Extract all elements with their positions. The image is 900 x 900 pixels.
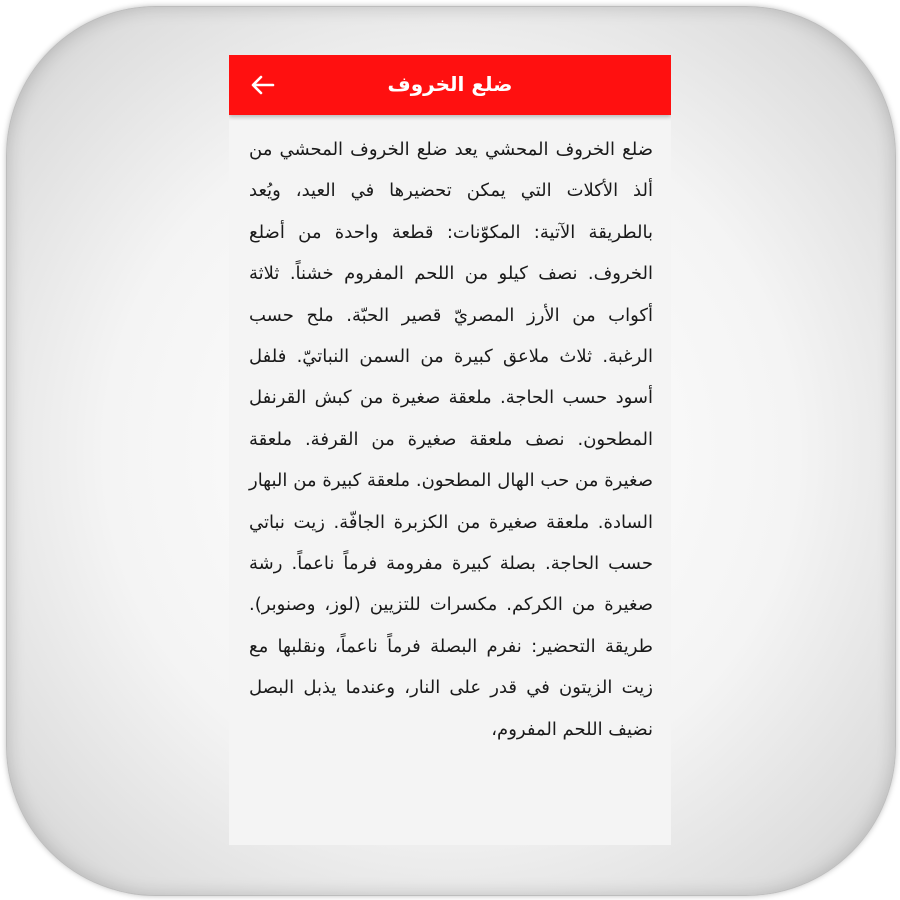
- arrow-left-icon: [247, 69, 279, 101]
- article-body: ضلع الخروف المحشي يعد ضلع الخروف المحشي من ألذ الأكلات التي يمكن تحضيرها في العيد، ويُعد بالطريقة الآتية: المكوّنات: قطعة واحدة من أضلع الخروف. نصف كيلو من اللحم المفروم خشناً. ثلاثة أكواب من الأرز المصريّ قصير الحبّة. ملح حسب الرغبة. ثلاث ملاعق كبيرة من السمن النباتيّ. فلفل أسود حسب الحاجة. ملعقة صغيرة من كبش القرنفل المطحون. نصف ملعقة صغيرة من القرفة. ملعقة صغيرة من حب الهال المطحون. ملعقة كبيرة من البهار السادة. ملعقة صغيرة من الكزبرة الجافّة. زيت نباتي حسب الحاجة. بصلة كبيرة مفرومة فرماً ناعماً. رشة صغيرة من الكركم. مكسرات للتزيين (لوز، وصنوبر). طريقة التحضير: نفرم البصلة فرماً ناعماً، ونقلبها مع زيت الزيتون في قدر على النار، وعندما يذبل البصل نضيف اللحم المفروم،: [249, 139, 653, 740]
- page-title: ضلع الخروف: [387, 72, 513, 96]
- app-bar: [229, 55, 671, 115]
- app-screen: [229, 55, 671, 845]
- back-button[interactable]: [247, 69, 279, 101]
